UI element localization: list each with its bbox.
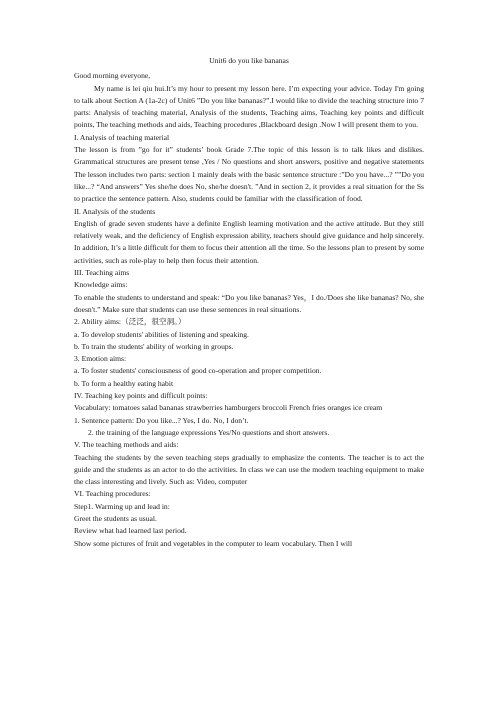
paragraph: 2. Ability aims:（泛泛，很空洞。） <box>74 317 186 327</box>
paragraph: Show some pictures of fruit and vegetables in the computer to learn vocabulary. Then I will <box>74 538 353 548</box>
paragraph: Greet the students as usual. <box>74 513 157 523</box>
paragraph: Knowledge aims: <box>74 280 128 290</box>
paragraph: 3. Emotion aims: <box>74 354 127 364</box>
paragraph: a. To foster students' consciousness of good co-operation and proper competition. <box>74 366 322 376</box>
paragraph: 1. Sentence pattern: Do you like...? Yes, I do. No, I don’t. <box>74 415 249 425</box>
paragraph: II. Analysis of the students <box>74 206 156 216</box>
paragraph: Review what had learned last period. <box>74 526 187 536</box>
document-body <box>74 70 424 550</box>
paragraph: V. The teaching methods and aids: <box>74 440 179 450</box>
paragraph: The lesson is from ”go for it” students’ book Grade 7.The topic of this lesson is to talk likes and dislikes. Grammatical structures are present tense ,Yes / No questions and short answers, positive and negative statements The lesson includes two parts: section 1 mainly deals with the basic sentence structure :”Do you have...? ””Do you like...? “And answers” Yes she/he does No, she/he doesn't. ”And in section 2, it provides a real situation for the Ss to practice the sentence pattern. Also, students could be familiar with the classification of food. <box>74 145 424 204</box>
paragraph: I. Analysis of teaching material <box>74 132 170 142</box>
paragraph: Good morning everyone, <box>74 71 151 81</box>
document-title: Unit6 do you like bananas <box>209 56 289 65</box>
paragraph: VI. Teaching procedures: <box>74 489 151 499</box>
paragraph: My name is lei qiu hui.It’s my hour to present my lesson here. I’m expecting your advice. Today I'm going to talk about Section A (1a-2c) of Unit6 ”Do you like bananas?”.I would like to divide the teaching structure into 7 parts: Analysis of teaching material, Analysis of the students, Teaching aims, Teaching key points and difficult points, The teaching methods and aids, Teaching procedures ,Blackboard design .Now I will present them to you. <box>74 83 424 130</box>
paragraph: a. To develop students' abilities of listening and speaking. <box>74 329 249 339</box>
paragraph: English of grade seven students have a definite English learning motivation and the active attitude. But they still relatively weak, and the deficiency of English expression ability, teachers should give guidance and help sincerely. In addition, It’s a little difficult for them to focus their attention all the time. So the lessons plan to present by some activities, such as role-play to help then focus their attention. <box>74 218 424 265</box>
paragraph: Step1. Warming up and lead in: <box>74 501 170 511</box>
paragraph: III. Teaching aims <box>74 268 130 278</box>
paragraph: IV. Teaching key points and difficult points: <box>74 391 208 401</box>
paragraph: 2. the training of the language expressions Yes/No questions and short answers. <box>88 427 330 437</box>
paragraph: b. To train the students' ability of working in groups. <box>74 341 234 351</box>
paragraph: To enable the students to understand and speak: “Do you like bananas? Yes，I do./Does she like bananas? No, she doesn't.” Make sure that students can use these sentences in real situations. <box>74 292 424 314</box>
paragraph: b. To form a healthy eating habit <box>74 378 174 388</box>
paragraph: Vocabulary: tomatoes salad bananas strawberries hamburgers broccoli French fries oranges ice cream <box>74 403 383 413</box>
paragraph: Teaching the students by the seven teaching steps gradually to emphasize the contents. The teacher is to act the guide and the students as an actor to do the activities. In class we can use the modern teaching equipment to make the class interesting and lively. Such as: Video, computer <box>74 452 424 487</box>
